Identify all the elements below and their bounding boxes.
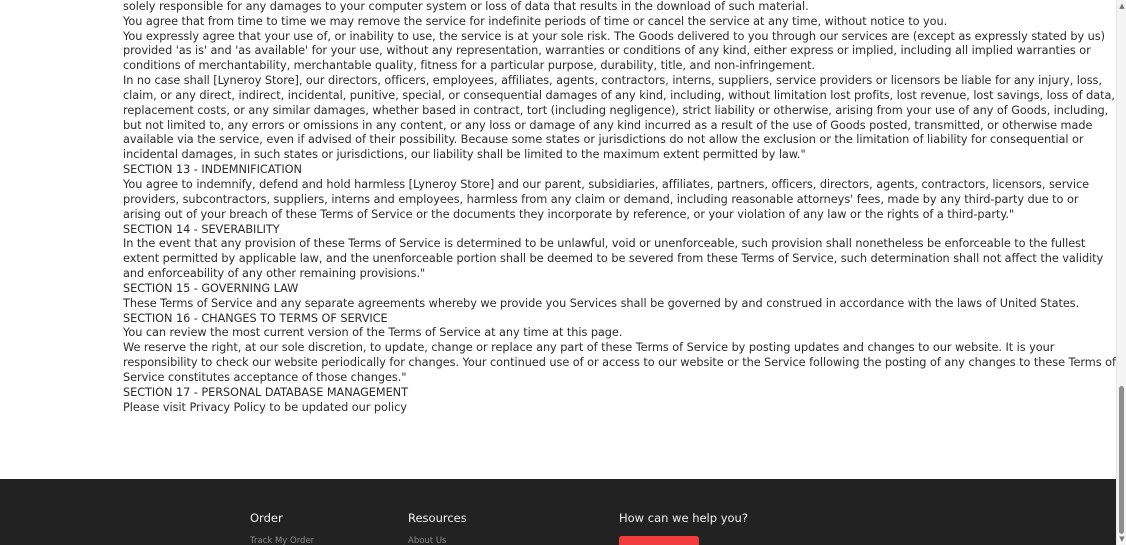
footer-resources-title: Resources xyxy=(408,511,467,525)
site-footer xyxy=(0,479,1116,545)
text-line: and enforceability of any other remaining provisions." xyxy=(123,267,426,281)
text-line: responsibility to check our website periodically for changes. Your continued use of or access to our website or the Service following the posting of any changes to these Terms of xyxy=(123,356,1116,370)
footer-link-track-my-order[interactable]: Track My Order xyxy=(250,536,315,545)
text-line: solely responsible for any damages to your computer system or loss of data that results in the download of such material. xyxy=(123,0,809,13)
footer-link-about-us[interactable]: About Us xyxy=(408,536,447,545)
text-line: incidental damages, in such states or jurisdictions, our liability shall be limited to the maximum extent permitted by law." xyxy=(123,148,806,162)
text-line: These Terms of Service and any separate agreements whereby we provide you Services shall be governed by and construed in accordance with the laws of United States. xyxy=(123,296,1080,310)
footer-order-title: Order xyxy=(250,511,283,525)
scrollbar-thumb[interactable] xyxy=(1119,386,1124,534)
text-line: We reserve the right, at our sole discretion, to update, change or replace any part of these Terms of Service by posting updates and changes to our website. It is your xyxy=(123,341,1055,355)
section-heading: SECTION 17 - PERSONAL DATABASE MANAGEMENT xyxy=(123,385,408,399)
text-line: claim, or any direct, indirect, incidental, punitive, special, or consequential damages of any kind, including, without limitation lost profits, lost revenue, lost savings, loss of data, xyxy=(123,88,1115,102)
text-line: providers, subcontractors, suppliers, interns and employees, harmless from any claim or demand, including reasonable attorneys' fees, made by any third-party due to or xyxy=(123,192,1079,206)
text-line: In the event that any provision of these Terms of Service is determined to be unlawful, void or unenforceable, such provision shall nonetheless be enforceable to the fullest xyxy=(123,237,1086,251)
text-line: You agree to indemnify, defend and hold harmless [Lyneroy Store] and our parent, subsidiaries, affiliates, partners, officers, directors, agents, contractors, licensors, service xyxy=(123,177,1090,191)
scroll-up-arrow-icon[interactable]: ▲ xyxy=(1119,2,1125,10)
section-heading: SECTION 15 - GOVERNING LAW xyxy=(123,281,299,295)
section-heading: SECTION 13 - INDEMNIFICATION xyxy=(123,163,302,177)
text-line: You agree that from time to time we may remove the service for indefinite periods of time or cancel the service at any time, without notice to you. xyxy=(123,14,948,28)
text-line: You can review the most current version of the Terms of Service at any time at this page. xyxy=(123,326,623,340)
text-line: Service constitutes acceptance of those changes." xyxy=(123,370,407,384)
text-line: conditions of merchantability, merchantable quality, fitness for a particular purpose, durability, title, and non-infringement. xyxy=(123,59,816,73)
text-line: Please visit Privacy Policy to be updated our policy xyxy=(123,400,407,414)
text-line: available via the service, even if advised of their possibility. Because some states or jurisdictions do not allow the exclusion or the limitation of liability for consequential or xyxy=(123,133,1084,147)
footer-help-title: How can we help you? xyxy=(619,511,748,525)
text-line: replacement costs, or any similar damages, whether based in contract, tort (including negligence), strict liability or otherwise, arising from your use of any of Goods, including, xyxy=(123,103,1109,117)
help-contact-button[interactable] xyxy=(619,536,699,545)
text-line: arising out of your breach of these Terms of Service or the documents they incorporate by reference, or your violation of any law or the rights of a third-party." xyxy=(123,207,1015,221)
text-line: extent permitted by applicable law, and the unenforceable portion shall be deemed to be severed from these Terms of Service, such determination shall not affect the validity xyxy=(123,252,1104,266)
terms-of-service-text xyxy=(123,0,1116,415)
scroll-down-arrow-icon[interactable]: ▼ xyxy=(1119,535,1125,543)
vertical-scrollbar[interactable] xyxy=(1116,0,1126,545)
section-heading: SECTION 14 - SEVERABILITY xyxy=(123,222,280,236)
text-line: provided 'as is' and 'as available' for your use, without any representation, warranties or conditions of any kind, either express or implied, including all implied warranties or xyxy=(123,44,1091,58)
text-line: You expressly agree that your use of, or inability to use, the service is at your sole risk. The Goods delivered to you through our services are (except as expressly stated by us) xyxy=(123,29,1105,43)
text-line: In no case shall [Lyneroy Store], our directors, officers, employees, affiliates, agents, contractors, interns, suppliers, service providers or licensors be liable for any injury, loss, xyxy=(123,74,1102,88)
section-heading: SECTION 16 - CHANGES TO TERMS OF SERVICE xyxy=(123,311,388,325)
text-line: but not limited to, any errors or omissions in any content, or any loss or damage of any kind incurred as a result of the use of Goods posted, transmitted, or otherwise made xyxy=(123,118,1093,132)
